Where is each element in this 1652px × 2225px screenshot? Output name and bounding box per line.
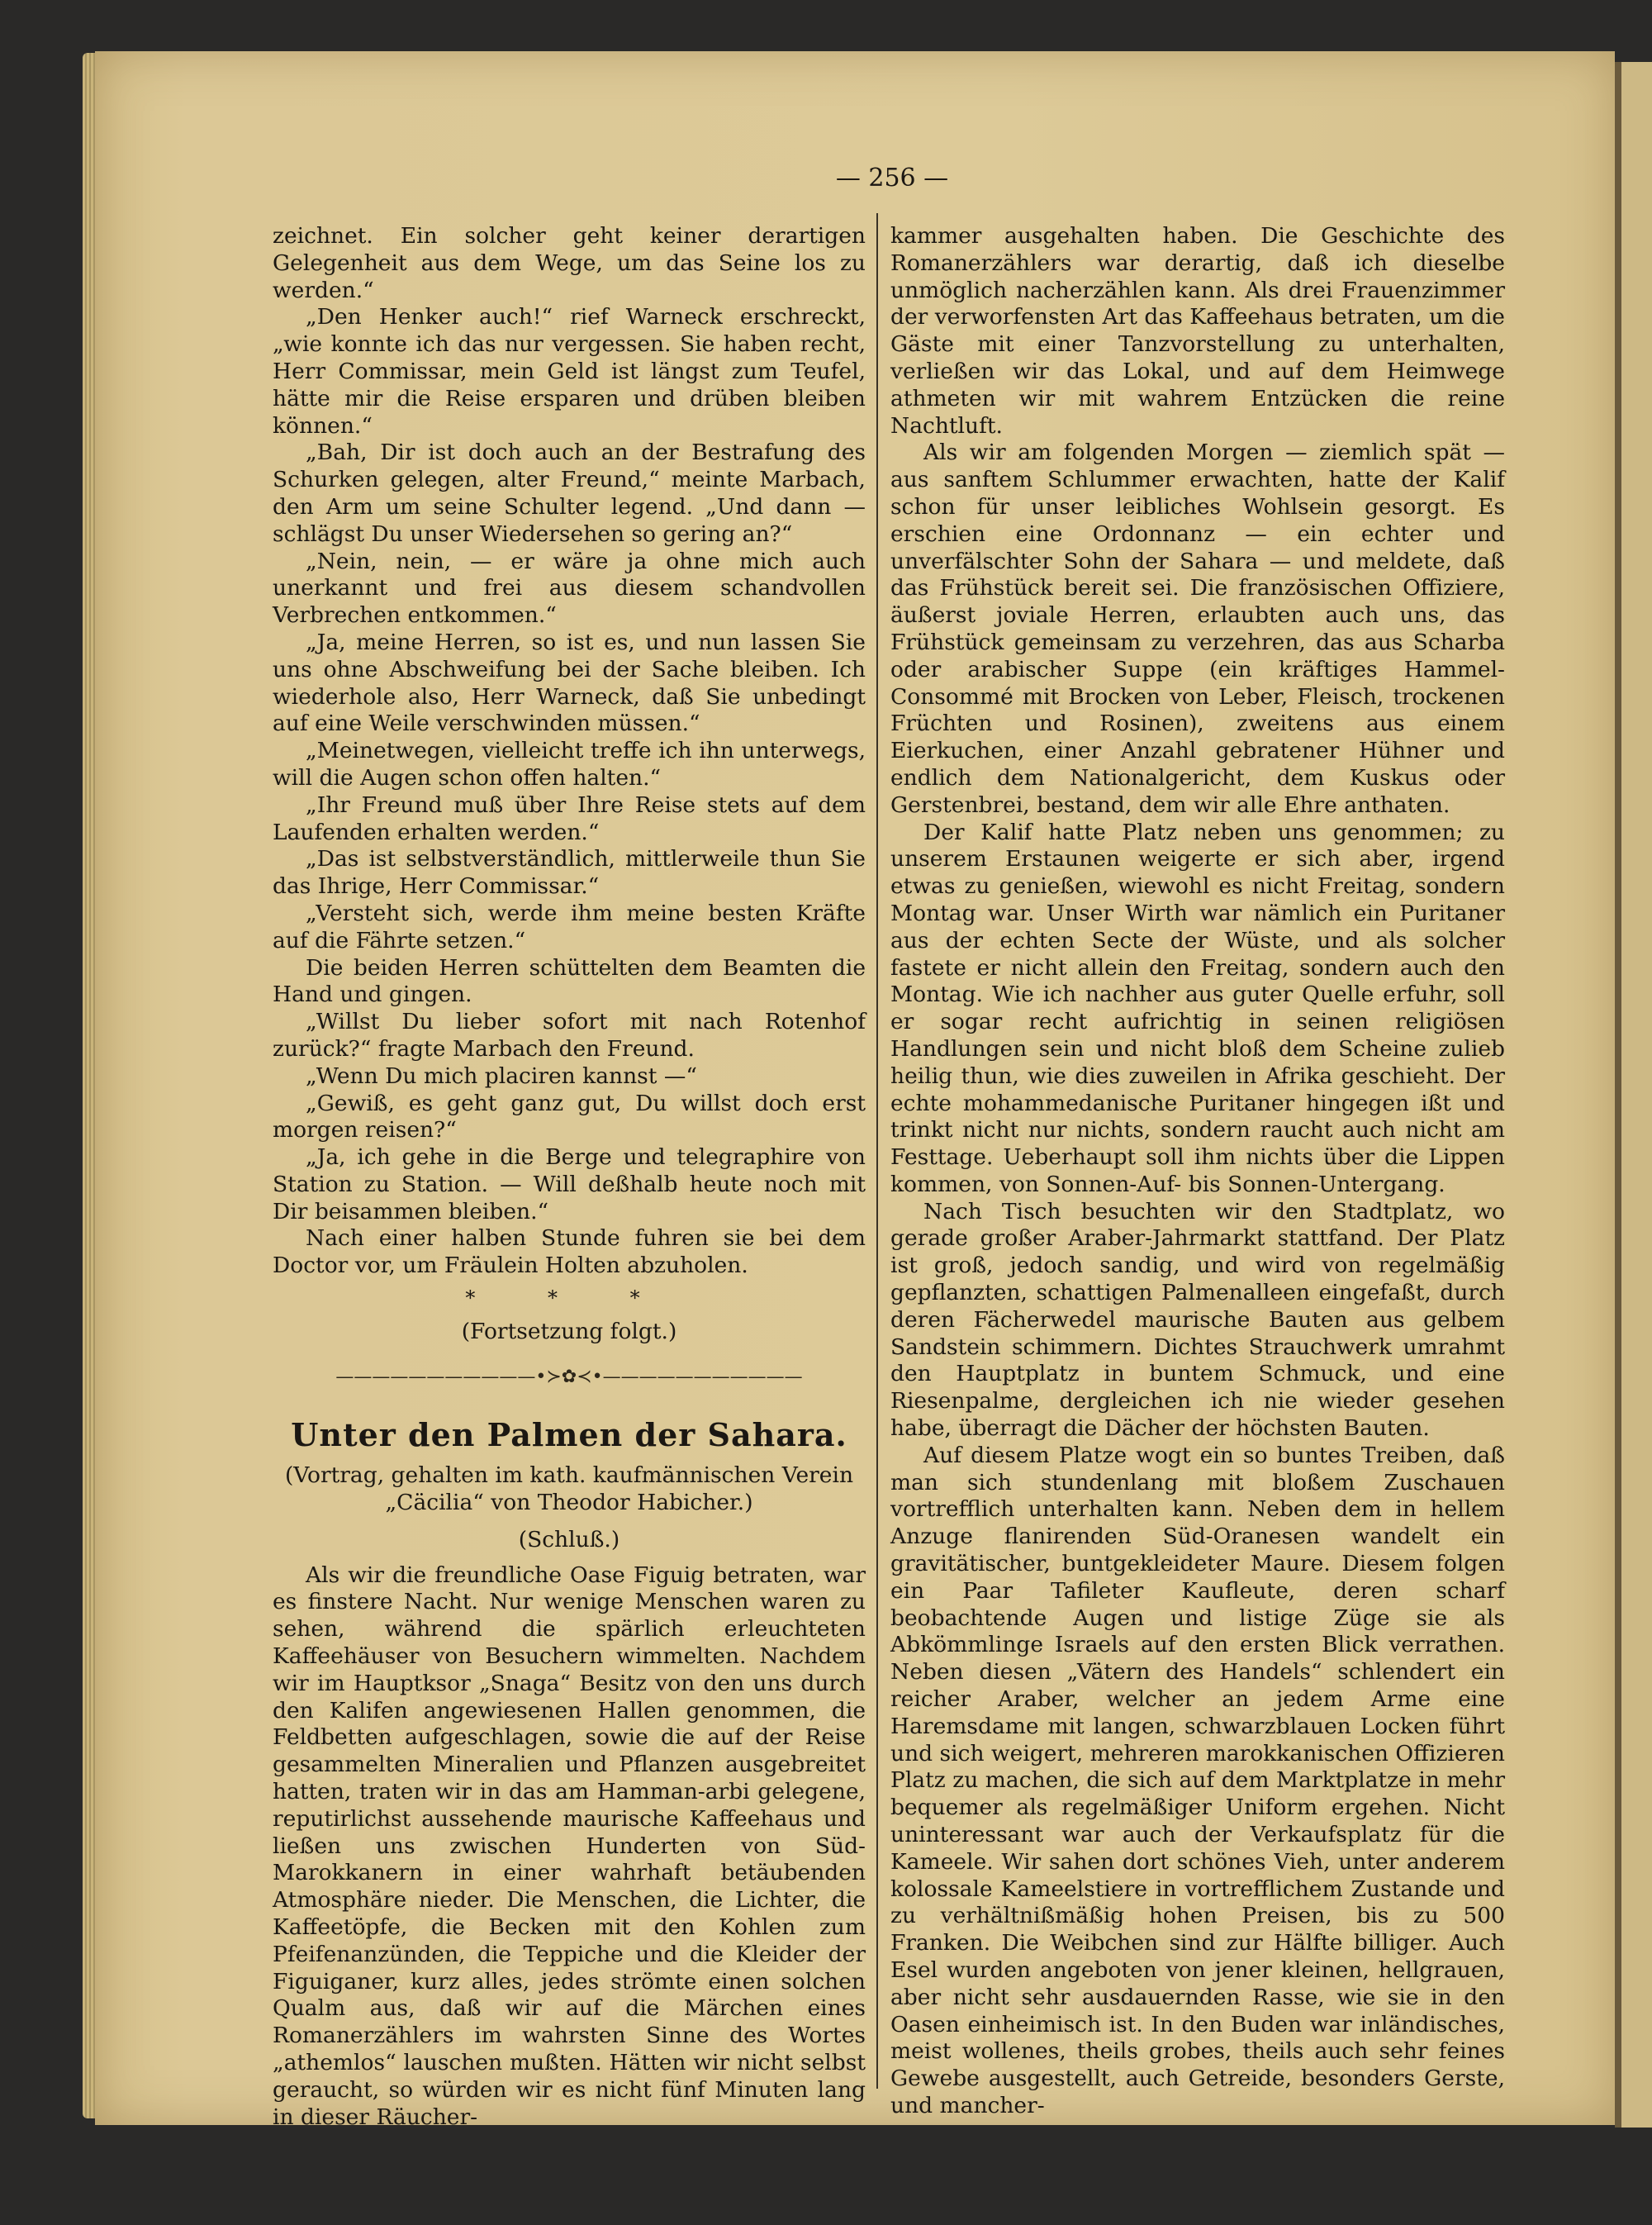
paragraph: Der Kalif hatte Platz neben uns genommen; zu unserem Erstaunen weigerte er sich aber, irgend etwas zu genießen, wiewohl es nicht Freitag, sondern Montag war. Unser Wirth war nämlich ein Puritaner aus der echten Secte der Wüste, und als solcher fastete er nicht allein den Freitag, sondern auch den Montag. Wie ich nachher aus guter Quelle erfuhr, soll er sogar recht aufrichtig in seinen religiösen Handlungen sein und nicht bloß dem Scheine zulieb heilig thun, wie dies zuweilen in Afrika geschieht. Der echte mohammedanische Puritaner hingegen ißt und trinkt nicht nur nichts, sondern raucht auch nicht am Festtage. Ueberhaupt soll ihm nichts über die Lippen kommen, von Sonnen-Auf- bis Sonnen-Untergang.: [890, 819, 1505, 1197]
ornamental-divider: ———————————•≻✿≺•———————————: [335, 1366, 803, 1387]
article-subtitle: (Vortrag, gehalten im kath. kaufmännischen Verein „Cäcilia“ von Theodor Habicher.): [284, 1462, 854, 1516]
paragraph: „Ihr Freund muß über Ihre Reise stets auf dem Laufenden erhalten werden.“: [273, 792, 866, 845]
paragraph: Als wir die freundliche Oase Figuig betraten, war es finstere Nacht. Nur wenige Menschen waren zu sehen, während die spärlich erleuchteten Kaffeehäuser von Besuchern wimmelten. Nachdem wir im Hauptksor „Snaga“ Besitz von den uns durch den Kalifen angewiesenen Hallen genommen, die Feldbetten aufgeschlagen, sowie die auf der Reise gesammelten Mineralien und Pflanzen ausgebreitet hatten, traten wir in das am Hamman-arbi gelegene, reputirlichst aussehende maurische Kaffeehaus und ließen uns zwischen Hunderten von Süd-Marokkanern in einer wahrhaft betäubenden Atmosphäre nieder. Die Menschen, die Lichter, die Kaffeetöpfe, die Becken mit den Kohlen zum Pfeifenanzünden, die Teppiche und die Kleider der Figuiganer, kurz alles, jedes strömte einen solchen Qualm aus, daß wir auf die Märchen eines Romanerzählers im wahrsten Sinne des Wortes „athemlos“ lauschen mußten. Hätten wir nicht selbst geraucht, so würden wir es nicht fünf Minuten lang in dieser Räucher-: [273, 1562, 866, 2130]
paragraph: „Wenn Du mich placiren kannst —“: [306, 1063, 697, 1089]
right-column: [890, 223, 1505, 2120]
paragraph: „Den Henker auch!“ rief Warneck erschreckt, „wie konnte ich das nur vergessen. Sie haben recht, Herr Commissar, mein Geld ist längst zum Teufel, hätte mir die Reise ersparen und drüben bleiben können.“: [273, 304, 866, 439]
section-stars: * * *: [465, 1286, 673, 1310]
paragraph: Als wir am folgenden Morgen — ziemlich spät — aus sanftem Schlummer erwachten, hatte der Kalif schon für unser leibliches Wohlsein gesorgt. Es erschien eine Ordonnanz — ein echter und unverfälschter Sohn der Sahara — und meldete, daß das Frühstück bereit sei. Die französischen Offiziere, äußerst joviale Herren, erlaubten auch uns, das Frühstück gemeinsam zu verzehren, das aus Scharba oder arabischer Suppe (ein kräftiges Hammel-Consommé mit Brocken von Leber, Fleisch, trockenen Früchten und Rosinen), zweitens aus einem Eierkuchen, einer Anzahl gebratener Hühner und endlich dem Nationalgericht, dem Kuskus oder Gerstenbrei, bestand, dem wir alle Ehre anthaten.: [890, 440, 1505, 818]
facing-page-edge: [1615, 62, 1652, 2128]
paragraph: „Nein, nein, — er wäre ja ohne mich auch unerkannt und frei aus diesem schandvollen Verbrechen entkommen.“: [273, 548, 866, 629]
paragraph: „Bah, Dir ist doch auch an der Bestrafung des Schurken gelegen, alter Freund,“ meinte Marbach, den Arm um seine Schulter legend. „Und dann — schlägst Du unser Wiedersehen so gering an?“: [273, 440, 866, 547]
article: [273, 1416, 866, 2131]
paragraph: zeichnet. Ein solcher geht keiner derartigen Gelegenheit aus dem Wege, um das Seine los zu werden.“: [273, 223, 866, 303]
serial-story-ending: [273, 223, 866, 1346]
left-column: [273, 223, 866, 2131]
paragraph: „Willst Du lieber sofort mit nach Rotenhof zurück?“ fragte Marbach den Freund.: [273, 1009, 866, 1062]
paragraph: „Gewiß, es geht ganz gut, Du willst doch erst morgen reisen?“: [273, 1090, 866, 1143]
paragraph: „Das ist selbstverständlich, mittlerweile thun Sie das Ihrige, Herr Commissar.“: [273, 846, 866, 900]
continuation-note: (Fortsetzung folgt.): [461, 1318, 677, 1344]
paragraph: Nach einer halben Stunde fuhren sie bei dem Doctor vor, um Fräulein Holten abzuholen.: [273, 1225, 866, 1279]
paragraph: „Ja, meine Herren, so ist es, und nun lassen Sie uns ohne Abschweifung bei der Sache bleiben. Ich wiederhole also, Herr Warneck, daß Sie unbedingt auf eine Weile verschwinden müssen.“: [273, 629, 866, 737]
paragraph: Auf diesem Platze wogt ein so buntes Treiben, daß man sich stundenlang mit bloßem Zuschauen vortrefflich unterhalten kann. Neben dem in hellem Anzuge flanirenden Süd-Oranesen wandelt ein gravitätischer, buntgekleideter Maure. Diesem folgen ein Paar Tafileter Kaufleute, deren scharf beobachtende Augen und listige Züge sie als Abkömmlinge Israels auf den ersten Blick verrathen. Neben diesen „Vätern des Handels“ schlendert ein reicher Araber, welcher an jedem Arme eine Haremsdame mit langen, schwarzblauen Locken führt und sich weigert, mehreren marokkanischen Offizieren Platz zu machen, die sich auf dem Marktplatze in mehr bequemer als regelmäßiger Uniform ergehen. Nicht uninteressant war auch der Verkaufsplatz für die Kameele. Wir sahen dort schönes Vieh, unter anderem kolossale Kameelstiere in vortrefflichem Zustande und zu verhältnißmäßig hohen Preisen, bis zu 500 Franken. Die Weibchen sind zur Hälfte billiger. Auch Esel wurden angeboten von jener kleinen, hellgrauen, aber nicht sehr ausdauernden Rasse, wie sie in den Oasen einheimisch ist. In den Buden war inländisches, meist wollenes, theils grobes, theils auch sehr feines Gewebe ausgestellt, auch Getreide, besonders Gerste, und mancher-: [890, 1442, 1505, 2118]
page-number: — 256 —: [835, 164, 949, 193]
paragraph: kammer ausgehalten haben. Die Geschichte des Romanerzählers war derartig, daß ich dieselbe unmöglich nacherzählen kann. Als drei Frauenzimmer der verworfensten Art das Kaffeehaus betraten, um die Gäste mit einer Tanzvorstellung zu unterhalten, verließen wir das Lokal, und auf dem Heimwege athmeten wir mit wahrem Entzücken die reine Nachtluft.: [890, 223, 1505, 439]
column-divider: [876, 213, 878, 2089]
paragraph: „Meinetwegen, vielleicht treffe ich ihn unterwegs, will die Augen schon offen halten.“: [273, 738, 866, 791]
conclusion-note: (Schluß.): [518, 1526, 620, 1552]
paragraph: „Ja, ich gehe in die Berge und telegraphire von Station zu Station. — Will deßhalb heute noch mit Dir beisammen bleiben.“: [273, 1144, 866, 1224]
paragraph: Nach Tisch besuchten wir den Stadtplatz, wo gerade großer Araber-Jahrmarkt stattfand. Der Platz ist groß, jedoch sandig, und wird von regelmäßig gepflanzten, schattigen Palmenalleen eingefaßt, durch deren Fächerwedel maurische Bauten aus gelbem Sandstein schimmern. Dichtes Strauchwerk umrahmt den Hauptplatz in buntem Schmuck, und eine Riesenpalme, dergleichen ich nie wieder gesehen habe, überragt die Dächer der höchsten Bauten.: [890, 1198, 1505, 1442]
paragraph: „Versteht sich, werde ihm meine besten Kräfte auf die Fährte setzen.“: [273, 900, 866, 953]
article-title: Unter den Palmen der Sahara.: [291, 1416, 847, 1454]
paragraph: Die beiden Herren schüttelten dem Beamten die Hand und gingen.: [273, 954, 866, 1008]
